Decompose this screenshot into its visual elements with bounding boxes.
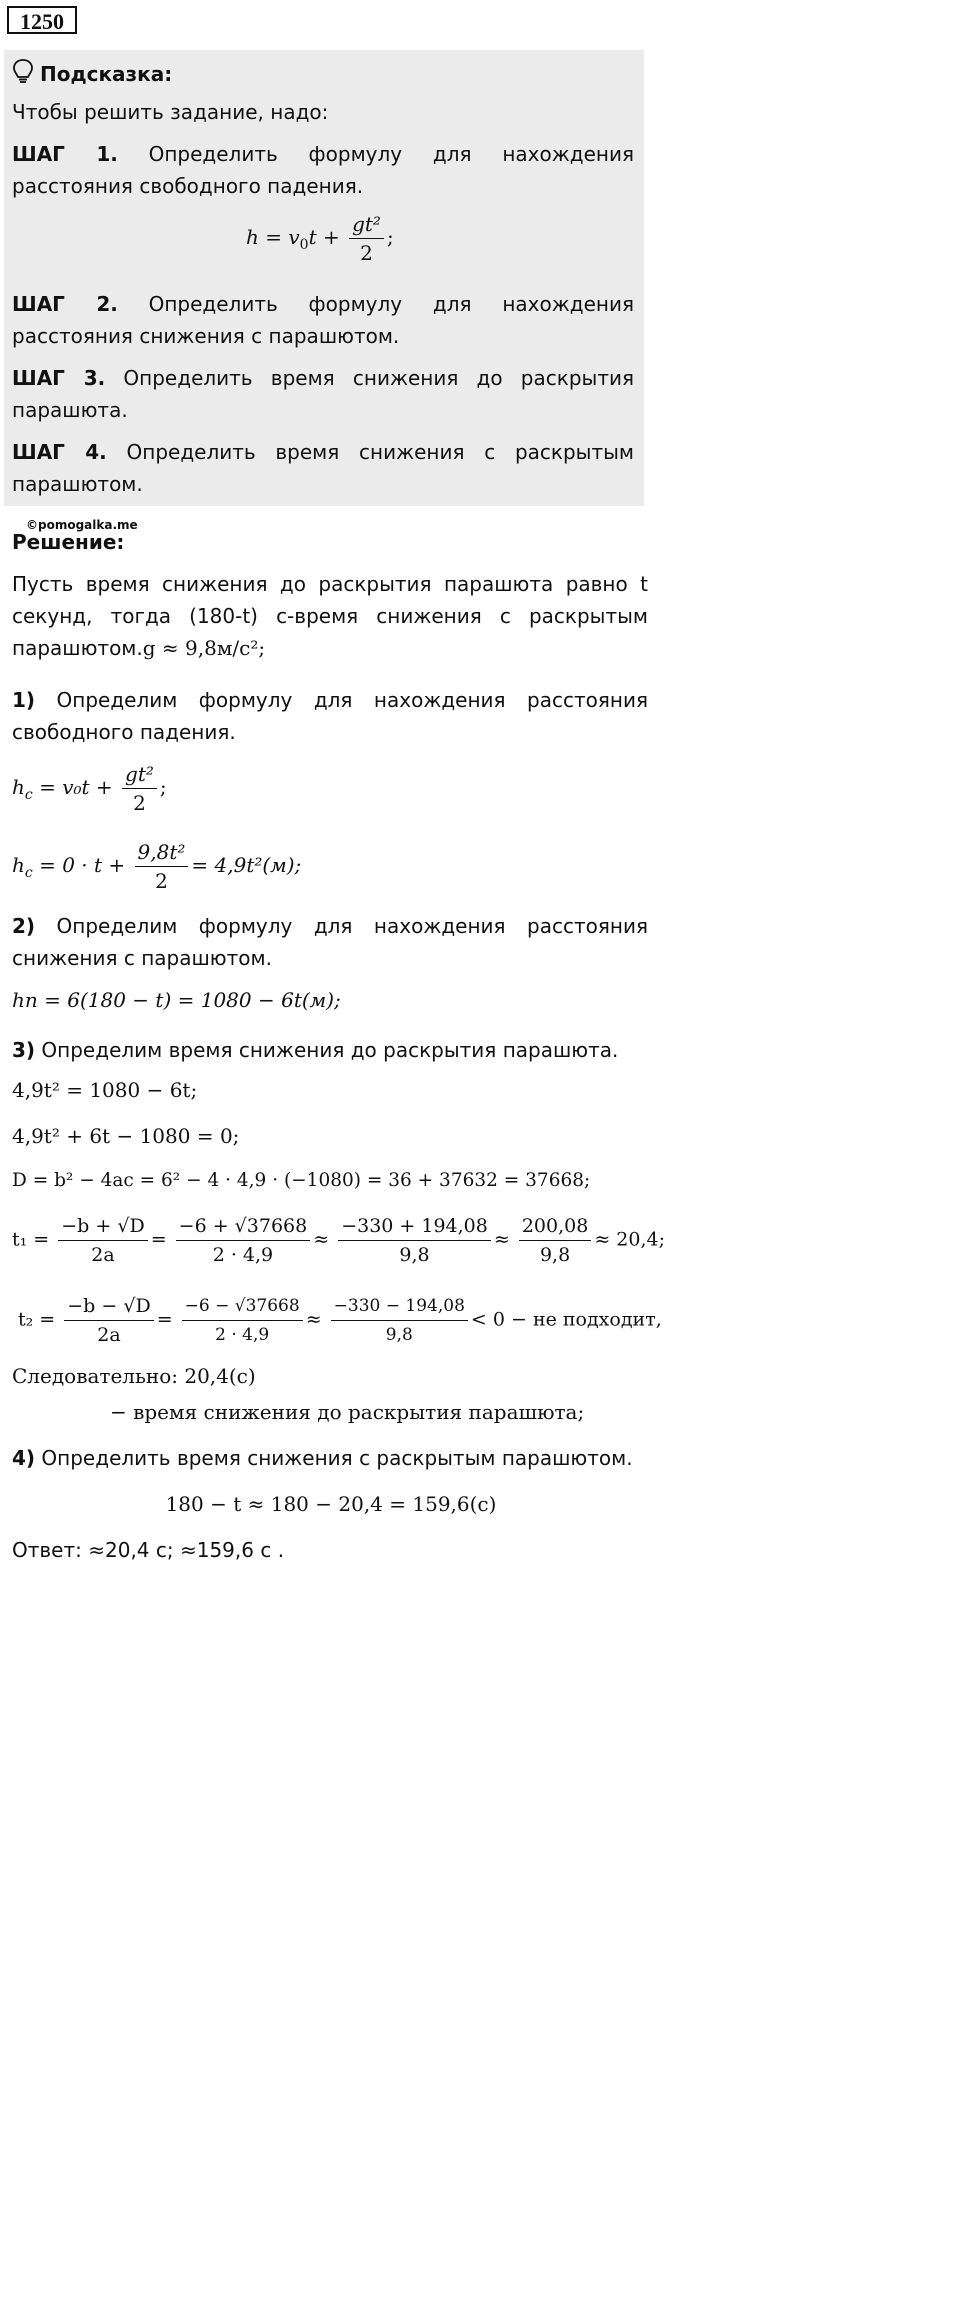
- solution-intro: [12, 568, 648, 664]
- step-text: Определить время снижения до раскрытия парашюта.: [12, 366, 634, 422]
- fraction-denominator: 2 · 4,9: [212, 1244, 274, 1266]
- fraction-numerator: −330 + 194,08: [338, 1214, 491, 1241]
- t1-end: ≈ 20,4;: [594, 1228, 665, 1251]
- t2-fraction-1: [64, 1294, 153, 1347]
- eq-t1: t₁ = $\frac{-b + √D}{2a}$ = $\frac{-6 + √37668}{2 \cdot 4,9}$ ≈ $\frac{-330 + 194,08}{9,8}$ ≈ $\frac{200,08}{9,8}$ ≈ 20,4;: [12, 1215, 665, 1266]
- t1-fraction-4: [519, 1214, 591, 1267]
- fraction-numerator: −b + √D: [58, 1214, 147, 1241]
- hint-formula: [246, 212, 394, 265]
- step-text: Определить время снижения с раскрытым парашютом.: [12, 440, 635, 496]
- formula-end: ;: [386, 225, 394, 249]
- fraction-numerator: −6 − √37668: [182, 1294, 303, 1321]
- hc-fraction: [135, 840, 189, 893]
- hc-fraction: [122, 762, 157, 815]
- fraction-numerator: gt²: [349, 212, 384, 239]
- hc-end: ;: [159, 775, 167, 799]
- step-label: ШАГ 2.: [12, 292, 118, 316]
- fraction-numerator: gt²: [122, 762, 157, 789]
- eq-hc-2: [12, 840, 301, 893]
- watermark: ©pomogalka.me: [26, 518, 138, 532]
- eq-t2: t₂ = $\frac{-b - √D}{2a}$ = $\frac{-6 - √37668}{2 \cdot 4,9}$ ≈ $\frac{-330 - 194,08}{9,8}$ < 0 − не подходит,: [18, 1295, 662, 1346]
- t1-fraction-2: [176, 1214, 311, 1267]
- conclusion-line-1: Следовательно: 20,4(с): [12, 1364, 256, 1388]
- fraction-numerator: −b − √D: [64, 1294, 153, 1321]
- eq-discriminant: D = b² − 4ac = 6² − 4 · 4,9 · (−1080) = 36 + 37632 = 37668;: [12, 1170, 591, 1191]
- step-text: Определим формулу для нахождения расстояния свободного падения.: [12, 688, 648, 744]
- hint-step-4: [12, 436, 634, 500]
- hint-title-text: Подсказка:: [40, 61, 173, 86]
- step-text: Определим время снижения до раскрытия парашюта.: [35, 1038, 619, 1062]
- step-text: Определить время снижения с раскрытым парашютом.: [35, 1446, 633, 1470]
- intro-text: Пусть время снижения до раскрытия парашюта равно t секунд, тогда (180-t) с-время снижения с раскрытым парашютом.: [12, 572, 648, 660]
- t2-fraction-2: [182, 1294, 303, 1347]
- fraction-denominator: 2a: [97, 1324, 121, 1346]
- step-label: ШАГ 4.: [12, 440, 107, 464]
- lightbulb-icon: [12, 58, 34, 89]
- eq-hp: hп = 6(180 − t) = 1080 − 6t(м);: [12, 988, 341, 1012]
- formula-t: t +: [308, 225, 340, 249]
- fraction-denominator: 9,8: [385, 1325, 413, 1345]
- step-label: 3): [12, 1038, 36, 1062]
- step-label: 2): [12, 914, 36, 938]
- fraction-numerator: −330 − 194,08: [331, 1294, 468, 1321]
- problem-number: 1250: [7, 6, 77, 34]
- fraction-denominator: 2: [155, 869, 168, 893]
- eq-4: 180 − t ≈ 180 − 20,4 = 159,6(с): [165, 1492, 497, 1516]
- t1-fraction-1: [58, 1214, 147, 1267]
- hint-step-1: [12, 138, 634, 202]
- hint-step-2: [12, 288, 634, 352]
- t2-fraction-3: [331, 1294, 468, 1347]
- t2-lhs: t₂ =: [18, 1308, 56, 1331]
- step-label: ШАГ 1.: [12, 142, 118, 166]
- step-text: Определить формулу для нахождения расстояния свободного падения.: [12, 142, 634, 198]
- eq-hc-1: [12, 762, 167, 815]
- fraction-numerator: 200,08: [519, 1214, 591, 1241]
- solution-step-4: [12, 1442, 648, 1474]
- t1-lhs: t₁ =: [12, 1228, 50, 1251]
- fraction-denominator: 2 · 4,9: [215, 1325, 270, 1345]
- formula-lhs: h = v: [246, 225, 300, 249]
- hc-lhs: h: [12, 853, 25, 877]
- eq-3a: 4,9t² = 1080 − 6t;: [12, 1078, 198, 1102]
- formula-sub: 0: [299, 237, 309, 253]
- hc-mid: = 0 · t +: [32, 853, 126, 877]
- step-label: 1): [12, 688, 36, 712]
- eq-3b: 4,9t² + 6t − 1080 = 0;: [12, 1124, 240, 1148]
- fraction-denominator: 2: [133, 791, 146, 815]
- solution-title: Решение:: [12, 530, 125, 554]
- hint-intro: Чтобы решить задание, надо:: [12, 100, 329, 124]
- step-text: Определим формулу для нахождения расстояния снижения с парашютом.: [12, 914, 648, 970]
- fraction-denominator: 2a: [91, 1244, 115, 1266]
- fraction-denominator: 9,8: [399, 1244, 430, 1266]
- solution-step-3: [12, 1034, 648, 1066]
- hint-step-3: [12, 362, 634, 426]
- t1-fraction-3: [338, 1214, 491, 1267]
- hint-title: [12, 58, 172, 89]
- hc-lhs: h: [12, 775, 25, 799]
- fraction-numerator: 9,8t²: [135, 840, 189, 867]
- fraction-numerator: −6 + √37668: [176, 1214, 311, 1241]
- solution-step-1: [12, 684, 648, 748]
- formula-fraction: [349, 212, 384, 265]
- fraction-denominator: 9,8: [539, 1244, 571, 1266]
- t2-end: < 0 − не подходит,: [470, 1308, 662, 1331]
- answer: Ответ: ≈20,4 с; ≈159,6 с .: [12, 1538, 285, 1562]
- intro-math: g ≈ 9,8м/с²;: [142, 636, 266, 660]
- step-label: ШАГ 3.: [12, 366, 106, 390]
- hc-mid: = v₀t +: [32, 775, 113, 799]
- hc-sub: c: [24, 865, 33, 881]
- hc-end: = 4,9t²(м);: [191, 853, 302, 877]
- conclusion-line-2: − время снижения до раскрытия парашюта;: [110, 1400, 585, 1424]
- fraction-denominator: 2: [360, 241, 373, 265]
- step-label: 4): [12, 1446, 36, 1470]
- solution-step-2: [12, 910, 648, 974]
- step-text: Определить формулу для нахождения расстояния снижения с парашютом.: [12, 292, 634, 348]
- hc-sub: c: [24, 787, 33, 803]
